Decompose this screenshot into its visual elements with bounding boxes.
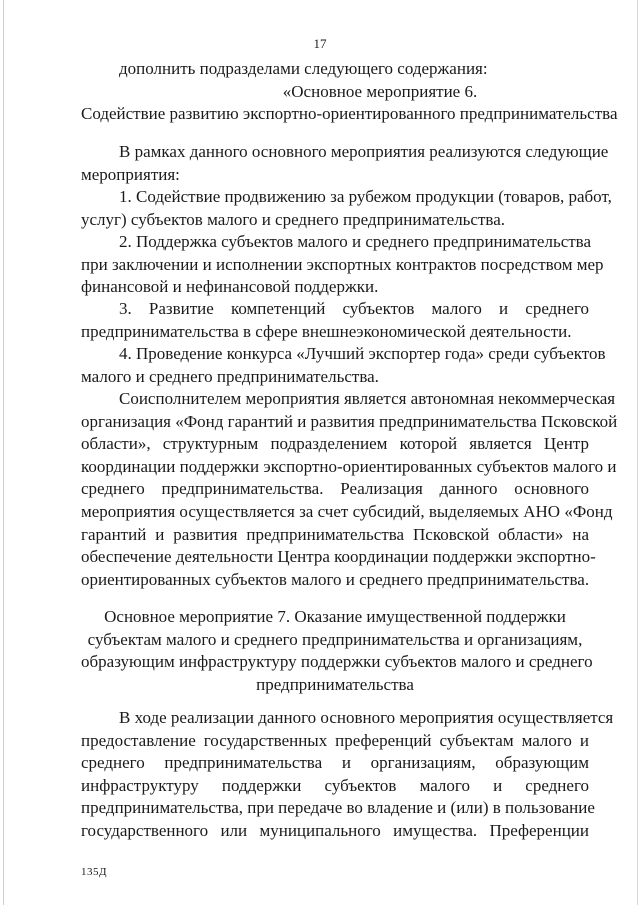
scan-edge-left bbox=[3, 0, 4, 905]
section6-heading: «Основное мероприятие 6. bbox=[282, 82, 478, 101]
document-code: 135Д bbox=[81, 866, 108, 878]
section7-heading: Основное мероприятие 7. Оказание имущественной поддержки субъектам малого и среднего предпринимательства и организациям, образующим инфраструктуру поддержки субъектов малого и среднего предпринимательства bbox=[81, 607, 593, 694]
intro-line: дополнить подразделами следующего содержания: bbox=[119, 59, 488, 78]
page-number: 17 bbox=[313, 36, 327, 51]
section6-item-1: 1. Содействие продвижению за рубежом продукции (товаров, работ, услуг) субъектов малого и среднего предпринимательства. bbox=[81, 187, 612, 229]
section6-title: Содействие развитию экспортно-ориентированного предпринимательства bbox=[81, 104, 618, 123]
section6-item-2: 2. Поддержка субъектов малого и среднего предпринимательства при заключении и исполнении экспортных контрактов посредством мер финансовой и нефинансовой поддержки. bbox=[81, 232, 604, 297]
section7-body-paragraph: В ходе реализации данного основного мероприятия осуществляется предоставление государственных преференций субъектам малого и среднего предпринимательства и организациям, образующим инфраструктуру поддержки субъектов малого и среднего предпринимательства, при передаче во владение и (или) в пользование государственного или муниципального имущества. Преференции bbox=[81, 708, 614, 840]
section6-lead: В рамках данного основного мероприятия реализуются следующие мероприятия: bbox=[81, 142, 609, 184]
section6-coexecutor-paragraph: Соисполнителем мероприятия является автономная некоммерческая организация «Фонд гарантий и развития предпринимательства Псковской области», структурным подразделением которой является Центр координации поддержки экспортно-ориентированных субъектов малого и среднего предпринимательства. Реализация данного основного мероприятия осуществляется за счет субсидий, выделяемых АНО «Фонд гарантий и развития предпринимательства Псковской области» на обеспечение деятельности Центра координации поддержки экспортно- ориентированных субъектов малого и среднего предпринимательства. bbox=[81, 389, 618, 589]
section6-item-4: 4. Проведение конкурса «Лучший экспортер года» среди субъектов малого и среднего предпринимательства. bbox=[81, 344, 606, 386]
scan-edge-right bbox=[637, 0, 638, 905]
section6-item-3: 3. Развитие компетенций субъектов малого и среднего предпринимательства в сфере внешнеэкономической деятельности. bbox=[81, 299, 589, 341]
